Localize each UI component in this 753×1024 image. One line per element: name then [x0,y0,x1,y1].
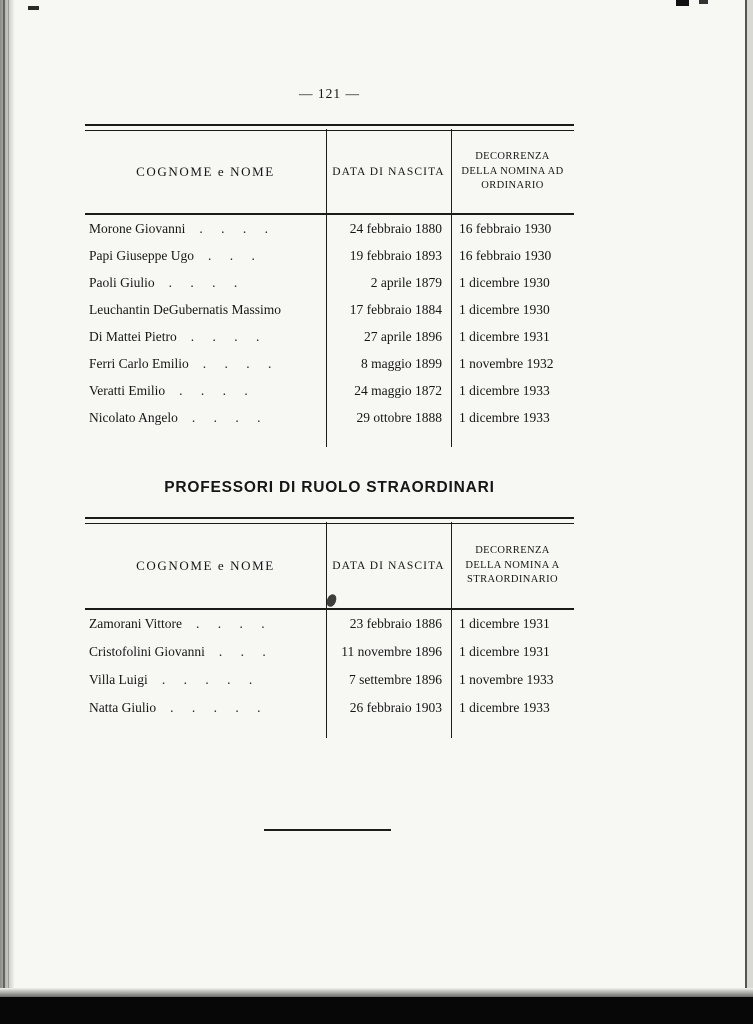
decree-date: 1 dicembre 1933 [459,383,550,398]
header-decorrenza-line: STRAORDINARIO [467,574,558,586]
person-name: Ferri Carlo Emilio [89,356,189,371]
header-data-nascita: DATA DI NASCITA [332,560,445,572]
table-row [85,694,574,722]
header-data-nascita: DATA DI NASCITA [332,166,445,178]
birth-date: 23 febbraio 1886 [349,616,442,631]
column-divider [451,522,452,738]
leader-dots: . . . . [168,275,238,290]
person-name: Cristofolini Giovanni [89,644,205,659]
section-end-rule [264,829,391,831]
scan-speck [699,0,708,4]
person-name: Morone Giovanni [89,221,186,236]
birth-date: 19 febbraio 1893 [349,248,442,263]
table-row [85,350,574,377]
decree-date: 1 dicembre 1930 [459,275,550,290]
birth-date: 11 novembre 1896 [341,644,442,659]
person-name: Veratti Emilio [89,383,166,398]
column-divider [326,129,327,447]
birth-date: 29 ottobre 1888 [356,410,442,425]
birth-date: 2 aprile 1879 [370,275,442,290]
header-cognome-nome: COGNOME e NOME [136,164,275,179]
table-row [85,666,574,694]
column-divider [326,522,327,738]
table-top-rule [85,517,574,524]
decree-date: 1 dicembre 1931 [459,329,550,344]
decree-date: 16 febbraio 1930 [459,221,552,236]
birth-date: 24 maggio 1872 [354,383,442,398]
decree-date: 16 febbraio 1930 [459,248,552,263]
leader-dots: . . . . [191,410,261,425]
table-row [85,269,574,296]
decree-date: 1 novembre 1933 [459,672,554,687]
table-header-row [85,131,574,213]
person-name: Villa Luigi [89,672,148,687]
header-decorrenza [451,524,574,608]
table-row [85,638,574,666]
decree-date: 1 dicembre 1933 [459,410,550,425]
decree-date: 1 dicembre 1933 [459,700,550,715]
header-decorrenza-line: DECORRENZA [475,150,550,162]
birth-date: 17 febbraio 1884 [349,302,442,317]
person-name: Nicolato Angelo [89,410,178,425]
table-row [85,296,574,323]
table-row [85,404,574,431]
scan-speck [676,0,689,6]
leader-dots: . . . . [202,356,272,371]
person-name: Papi Giuseppe Ugo [89,248,194,263]
decree-date: 1 dicembre 1931 [459,616,550,631]
header-decorrenza-line: ORDINARIO [481,180,544,192]
leader-dots: . . . . [190,329,260,344]
scan-edge-right [747,0,753,1024]
table-header-row [85,524,574,608]
header-decorrenza-line: DELLA NOMINA A [465,559,560,571]
header-cognome-nome: COGNOME e NOME [136,558,275,573]
person-name: Zamorani Vittore [89,616,183,631]
person-name: Leuchantin DeGubernatis Massimo [89,302,281,317]
decree-date: 1 novembre 1932 [459,356,554,371]
table-top-rule [85,124,574,131]
person-name: Paoli Giulio [89,275,155,290]
section-title: PROFESSORI DI RUOLO STRAORDINARI [164,479,495,496]
page-number: — 121 — [299,86,360,101]
table-row [85,215,574,242]
birth-date: 26 febbraio 1903 [349,700,442,715]
birth-date: 7 settembre 1896 [349,672,442,687]
straordinari-table [85,517,574,738]
ordinari-table [85,124,574,447]
table-row [85,377,574,404]
table-row [85,323,574,350]
column-divider [451,129,452,447]
scan-edge-bottom-fade [0,988,753,997]
header-decorrenza-line: DECORRENZA [475,544,550,556]
table-row [85,242,574,269]
scan-scratch [8,0,9,1024]
scan-speck [28,6,39,10]
person-name: Di Mattei Pietro [89,329,177,344]
decree-date: 1 dicembre 1931 [459,644,550,659]
leader-dots: . . . [208,248,255,263]
leader-dots: . . . . . [170,700,261,715]
leader-dots: . . . . [196,616,265,631]
person-name: Natta Giulio [89,700,157,715]
header-decorrenza [451,131,574,213]
table-row [85,610,574,638]
header-decorrenza-line: DELLA NOMINA AD [461,165,564,177]
birth-date: 24 febbraio 1880 [349,221,442,236]
leader-dots: . . . . [199,221,268,236]
birth-date: 8 maggio 1899 [361,356,442,371]
leader-dots: . . . . [179,383,248,398]
leader-dots: . . . [218,644,266,659]
table-body [85,215,574,447]
scan-scratch [3,0,5,1024]
leader-dots: . . . . . [161,672,253,687]
table-body [85,610,574,738]
decree-date: 1 dicembre 1930 [459,302,550,317]
scan-edge-bottom [0,997,753,1024]
scan-edge-right-line [745,0,747,1024]
birth-date: 27 aprile 1896 [364,329,442,344]
